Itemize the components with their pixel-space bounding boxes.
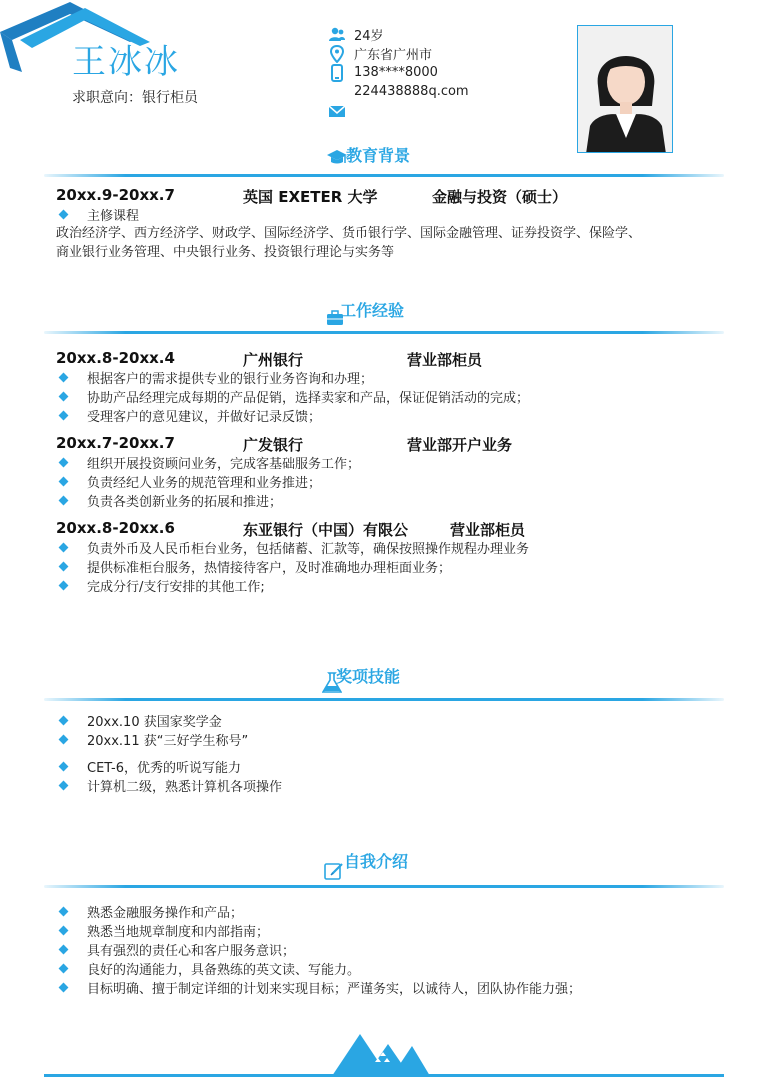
edu-course-label-row bbox=[0, 205, 139, 224]
job-period: 20xx.7-20xx.7 bbox=[56, 434, 175, 452]
job-duty: 提供标准柜台服务，热情接待客户，及时准确地办理柜面业务； bbox=[0, 557, 451, 576]
award-item: CET-6，优秀的听说写能力 bbox=[0, 757, 241, 776]
self-item: 具有强烈的责任心和客户服务意识； bbox=[0, 940, 295, 959]
contact-age bbox=[328, 25, 469, 44]
section-title-work: 工作经验 bbox=[340, 301, 405, 320]
job-duty: 负责外币及人民币柜台业务，包括储蓄、汇款等，确保按照操作规程办理业务 bbox=[0, 538, 529, 557]
job-period: 20xx.8-20xx.4 bbox=[56, 349, 175, 367]
edu-course-label: 主修课程 bbox=[87, 209, 140, 224]
profile-photo bbox=[577, 25, 673, 153]
edit-icon bbox=[324, 861, 344, 881]
job-duty: 负责经纪人业务的规范管理和业务推进； bbox=[0, 472, 321, 491]
contact-email-icon-row bbox=[328, 101, 469, 120]
contact-email bbox=[328, 82, 469, 101]
section-divider-work bbox=[44, 331, 724, 334]
section-divider-education bbox=[44, 174, 724, 177]
award-item: 20xx.10 获国家奖学金 bbox=[0, 711, 222, 730]
job-role: 营业部柜员 bbox=[407, 351, 483, 369]
footer-line bbox=[44, 1074, 724, 1077]
candidate-name: 王冰冰 bbox=[72, 42, 180, 82]
edu-courses-line2: 商业银行业务管理、中央银行业务、投资银行理论与实务等 bbox=[56, 245, 395, 260]
job-period: 20xx.8-20xx.6 bbox=[56, 519, 175, 537]
job-company: 广州银行 bbox=[243, 351, 304, 369]
avatar bbox=[578, 26, 673, 153]
location-text: 广东省广州市 bbox=[354, 48, 433, 63]
section-title-awards: 奖项技能 bbox=[336, 667, 401, 686]
section-divider-self bbox=[44, 885, 724, 888]
job-duty: 根据客户的需求提供专业的银行业务咨询和办理； bbox=[0, 368, 373, 387]
location-pin-icon bbox=[328, 45, 346, 63]
self-item: 熟悉当地规章制度和内部指南； bbox=[0, 921, 269, 940]
self-item: 目标明确、擅于制定详细的计划来实现目标；严谨务实，以诚待人，团队协作能力强； bbox=[0, 978, 581, 997]
person-icon bbox=[328, 26, 346, 44]
edu-period: 20xx.9-20xx.7 bbox=[56, 186, 175, 204]
self-item: 熟悉金融服务操作和产品； bbox=[0, 902, 243, 921]
self-item: 良好的沟通能力，具备熟练的英文读、写能力。 bbox=[0, 959, 360, 978]
graduation-cap-icon bbox=[326, 148, 348, 166]
award-item: 20xx.11 获“三好学生称号” bbox=[0, 730, 248, 749]
section-title-education: 教育背景 bbox=[346, 146, 411, 165]
phone-text: 138****8000 bbox=[354, 65, 438, 80]
job-duty: 负责各类创新业务的拓展和推进； bbox=[0, 491, 282, 510]
job-role: 营业部柜员 bbox=[450, 521, 526, 539]
envelope-icon bbox=[328, 102, 346, 120]
job-duty: 受理客户的意见建议，并做好记录反馈； bbox=[0, 406, 321, 425]
email-text: 224438888q.com bbox=[354, 84, 469, 99]
phone-icon bbox=[328, 64, 346, 82]
award-item: 计算机二级，熟悉计算机各项操作 bbox=[0, 776, 282, 795]
job-role: 营业部开户业务 bbox=[407, 436, 513, 454]
job-duty: 协助产品经理完成每期的产品促销，选择卖家和产品，保证促销活动的完成； bbox=[0, 387, 529, 406]
job-duty: 完成分行/支行安排的其他工作; bbox=[0, 576, 265, 595]
job-duty: 组织开展投资顾问业务，完成客基础服务工作； bbox=[0, 453, 360, 472]
contact-block bbox=[328, 25, 469, 120]
job-company: 广发银行 bbox=[243, 436, 304, 454]
job-intent: 求职意向：银行柜员 bbox=[72, 90, 198, 106]
edu-school: 英国 EXETER 大学 bbox=[243, 188, 378, 206]
age-text: 24岁 bbox=[354, 29, 384, 44]
contact-location bbox=[328, 44, 469, 63]
edu-courses-line1: 政治经济学、西方经济学、财政学、国际经济学、货币银行学、国际金融管理、证券投资学、保险学、 bbox=[56, 226, 642, 241]
section-title-self: 自我介绍 bbox=[344, 852, 409, 871]
bullet-diamond bbox=[59, 210, 69, 220]
edu-major: 金融与投资（硕士） bbox=[432, 188, 568, 206]
section-divider-awards bbox=[44, 698, 724, 701]
job-company: 东亚银行（中国）有限公 bbox=[243, 521, 409, 539]
footer-mountain-decoration bbox=[330, 1030, 430, 1076]
contact-phone bbox=[328, 63, 469, 82]
